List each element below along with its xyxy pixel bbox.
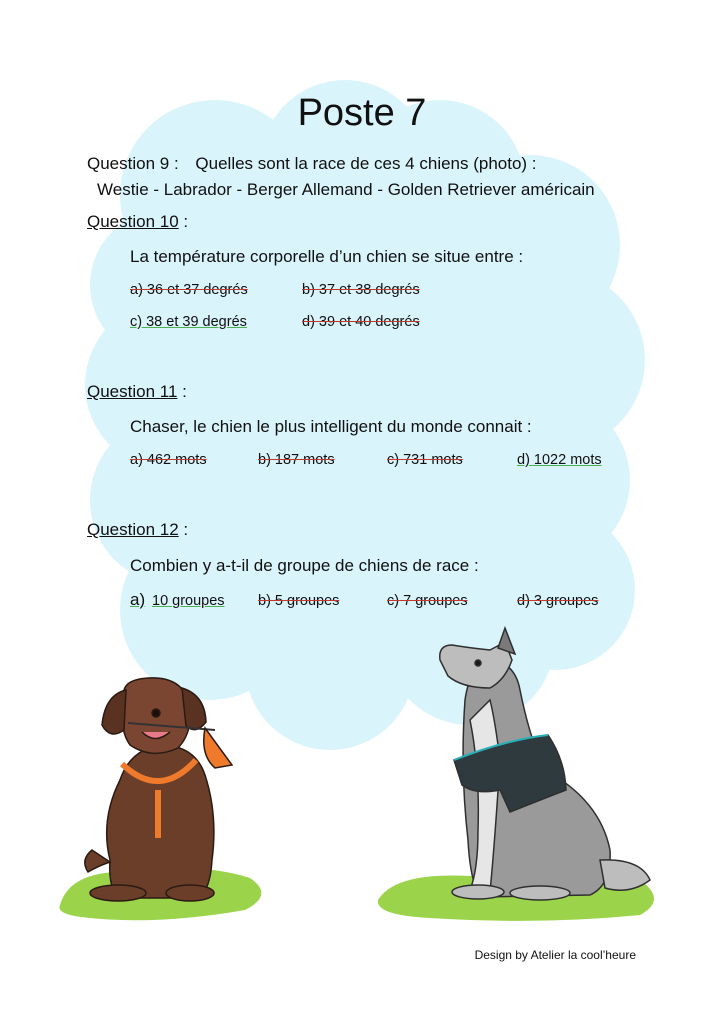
q12-option-b: b) 5 groupes <box>258 593 340 609</box>
q12-option-c: c) 7 groupes <box>387 593 468 609</box>
question-12-text: Combien y a-t-il de groupe de chiens de race : <box>130 556 479 575</box>
design-credit: Design by Atelier la cool’heure <box>474 948 636 962</box>
q10-option-a: a) 36 et 37 degrés <box>130 282 248 298</box>
question-11-text: Chaser, le chien le plus intelligent du monde connait : <box>130 417 532 436</box>
question-12-label: Question 12 <box>87 520 179 539</box>
question-9-label: Question 9 : <box>87 154 179 173</box>
q10-option-d: d) 39 et 40 degrés <box>302 314 420 330</box>
question-9-text: Quelles sont la race de ces 4 chiens (photo) : <box>195 154 537 173</box>
page-title: Poste 7 <box>297 92 427 134</box>
q12-option-a-value: 10 groupes <box>152 593 225 609</box>
labrador-dog <box>85 678 232 901</box>
question-11-colon: : <box>177 382 187 401</box>
q12-option-a-letter: a) <box>130 590 146 609</box>
question-9-breeds: Westie - Labrador - Berger Allemand - Golden Retriever américain <box>97 180 595 199</box>
q10-option-c: c) 38 et 39 degrés <box>130 314 247 330</box>
q11-option-d: d) 1022 mots <box>517 452 602 468</box>
question-10-colon: : <box>178 212 189 231</box>
q11-option-c: c) 731 mots <box>387 452 463 468</box>
q11-option-a: a) 462 mots <box>130 452 207 468</box>
husky-dog <box>440 628 650 900</box>
q12-option-d: d) 3 groupes <box>517 593 599 609</box>
q10-option-b: b) 37 et 38 degrés <box>302 282 420 298</box>
question-11-label: Question 11 <box>87 382 178 401</box>
question-10-text: La température corporelle d’un chien se situe entre : <box>130 247 524 266</box>
question-10-label: Question 10 <box>87 212 179 231</box>
q11-option-b: b) 187 mots <box>258 452 335 468</box>
question-12-colon: : <box>178 520 189 539</box>
